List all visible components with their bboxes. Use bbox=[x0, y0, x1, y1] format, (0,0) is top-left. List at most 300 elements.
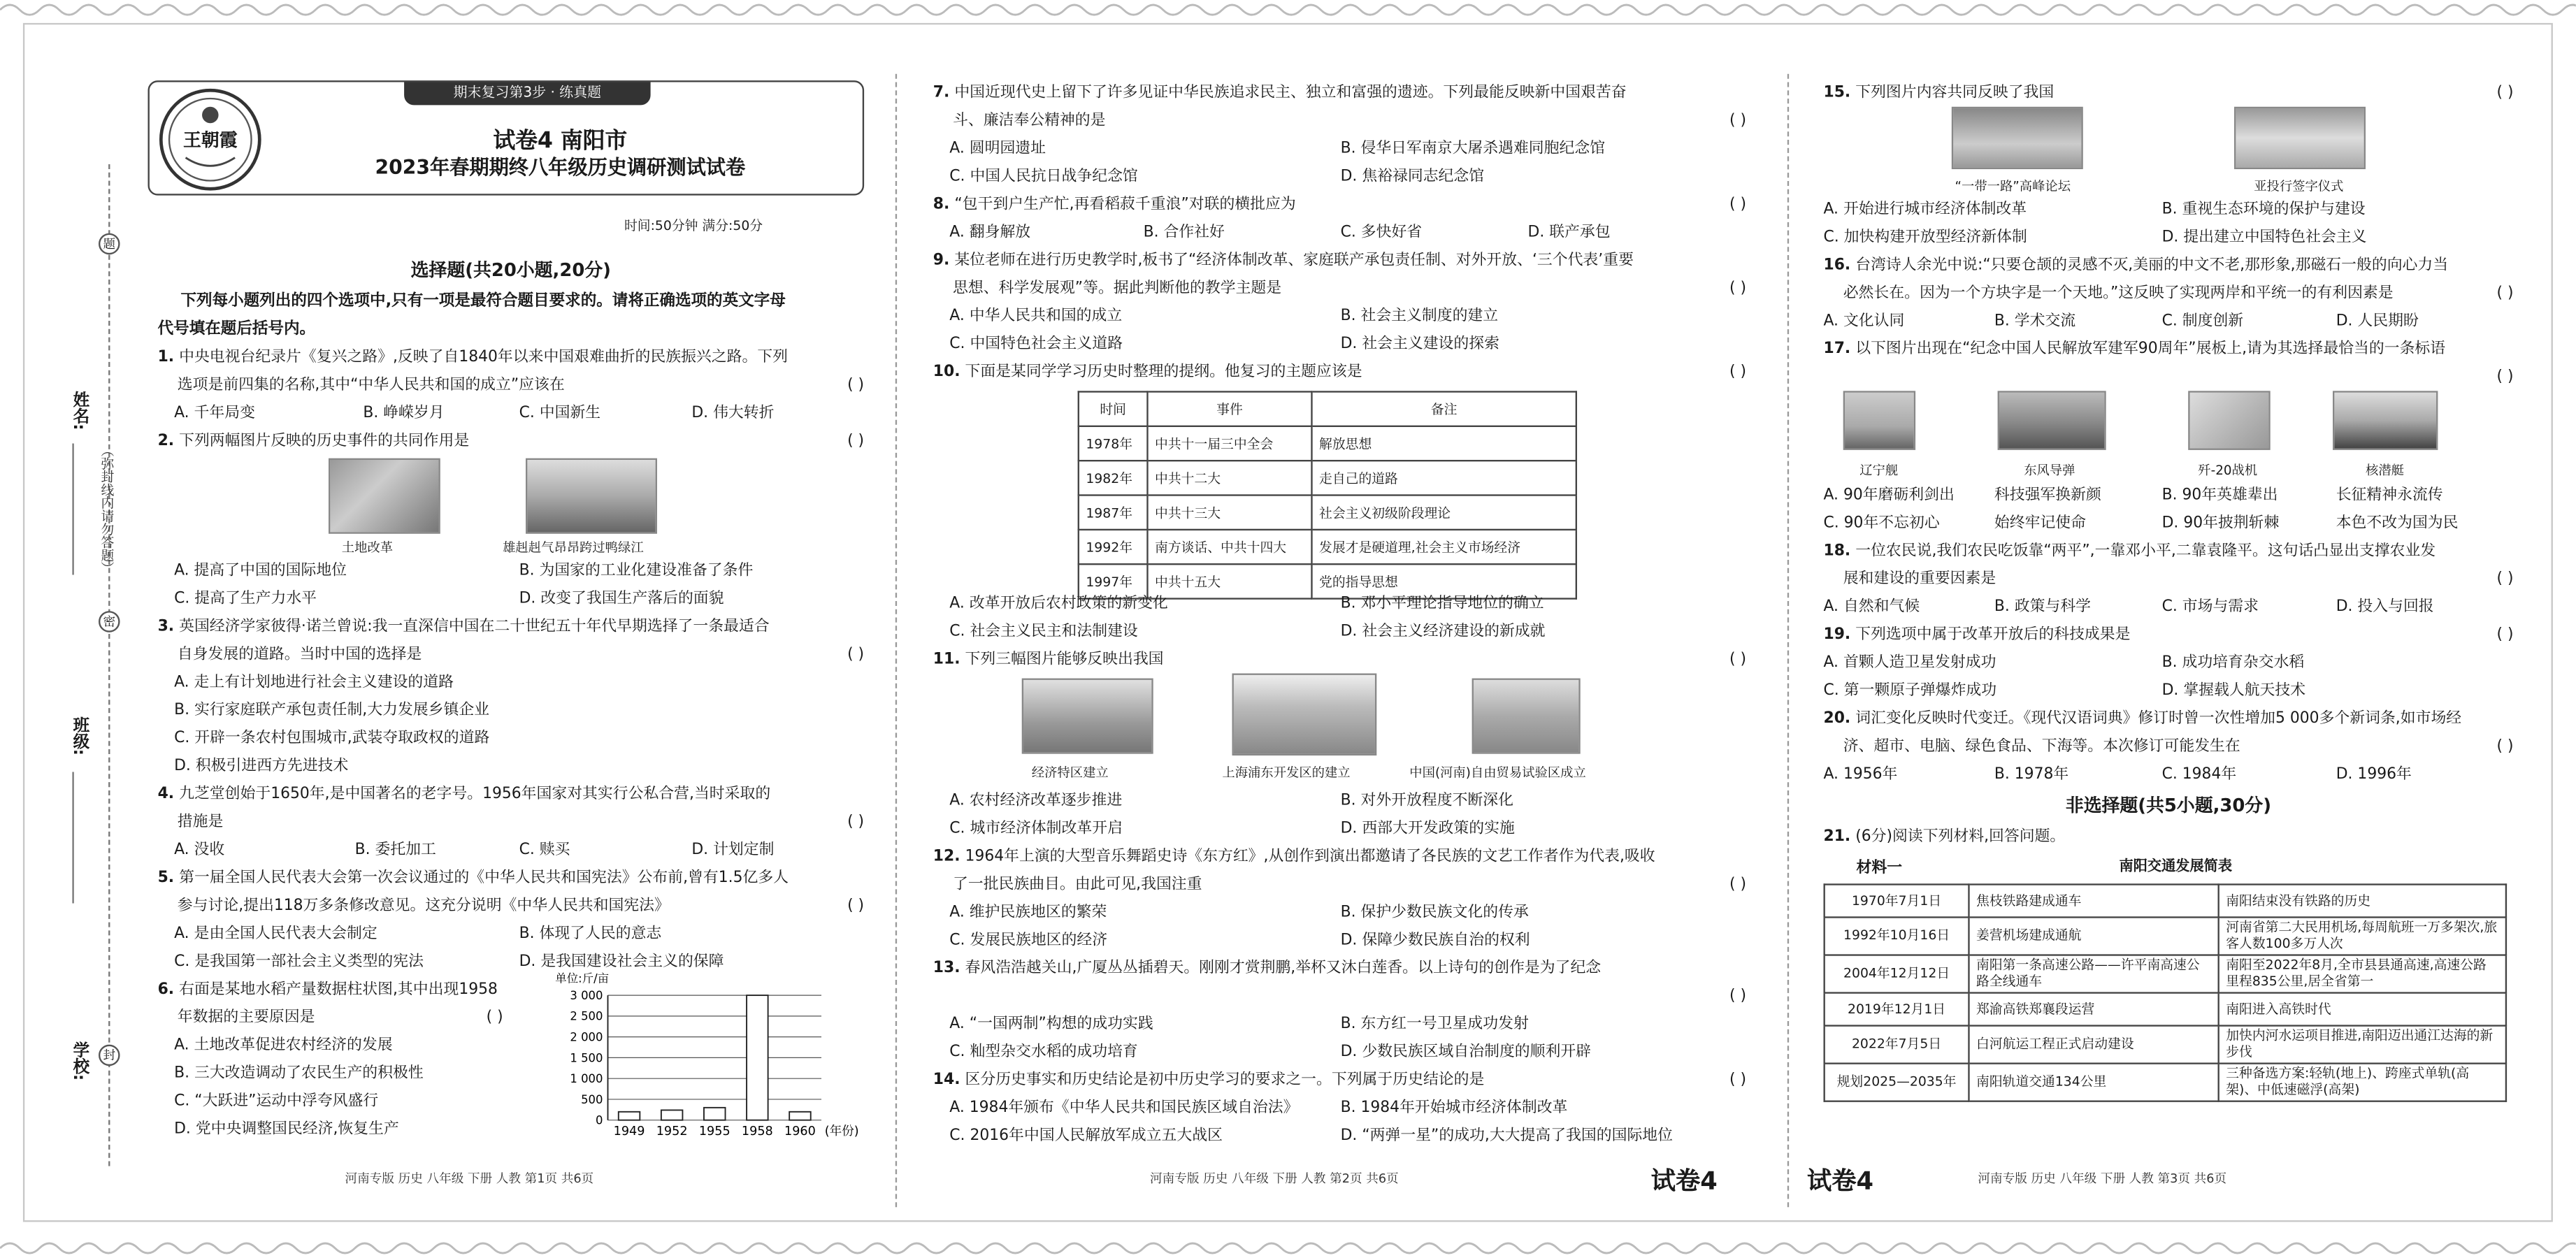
q5-number: 5. bbox=[157, 869, 175, 887]
q18-number: 18. bbox=[1823, 542, 1851, 561]
footer-page-3: 河南专版 历史 八年级 下册 人教 第3页 共6页 bbox=[1978, 1171, 2227, 1186]
q18-answer-blank[interactable]: ( ) bbox=[2496, 570, 2514, 588]
table-header-cell: 备注 bbox=[1311, 391, 1576, 426]
q21-table-title: 南阳交通发展简表 bbox=[2119, 859, 2233, 876]
table-row bbox=[1825, 1064, 2506, 1101]
question-4 bbox=[158, 780, 865, 864]
q10-option-d[interactable]: D. 社会主义经济建设的新成就 bbox=[1340, 622, 1546, 641]
q15-option-d[interactable]: D. 提出建立中国特色社会主义 bbox=[2161, 228, 2367, 247]
table-cell: 走自己的道路 bbox=[1311, 461, 1576, 495]
q11-caption-1: 经济特区建立 bbox=[1031, 765, 1109, 781]
q16-stem-2: 必然长在。因为一个方块字是一个天地。”这反映了实现两岸和平统一的有利因素是 bbox=[1843, 284, 2394, 303]
q3-stem-1: 英国经济学家彼得·诺兰曾说:我一直深信中国在二十世纪五十年代早期选择了一条最适合 bbox=[179, 617, 770, 636]
q6-option-b[interactable]: B. 三大改造调动了农民生产的积极性 bbox=[174, 1064, 424, 1083]
q12-number: 12. bbox=[933, 847, 960, 866]
chart-y-tick-label: 0 bbox=[595, 1113, 603, 1127]
q3-option-c[interactable]: C. 开辟一条农村包围城市,武装夺取政权的道路 bbox=[174, 729, 490, 748]
chart-bar bbox=[789, 1112, 811, 1120]
q7-option-b[interactable]: B. 侵华日军南京大屠杀遇难同胞纪念馆 bbox=[1340, 139, 1606, 158]
q10-outline-table bbox=[1078, 391, 1577, 599]
chart-bar bbox=[704, 1108, 726, 1120]
q16-option-b[interactable]: B. 学术交流 bbox=[1994, 312, 2076, 331]
q2-option-a[interactable]: A. 提高了中国的国际地位 bbox=[174, 561, 347, 580]
q12-option-d[interactable]: D. 保障少数民族自治的权利 bbox=[1340, 931, 1530, 950]
q9-option-d[interactable]: D. 社会主义建设的探索 bbox=[1340, 335, 1499, 354]
q13-option-b[interactable]: B. 东方红一号卫星成功发射 bbox=[1340, 1015, 1529, 1034]
q14-stem: 区分历史事实和历史结论是初中历史学习的要求之一。下列属于历史结论的是 bbox=[965, 1071, 1485, 1090]
q4-answer-blank[interactable]: ( ) bbox=[847, 813, 865, 832]
q15-caption-2: 亚投行签字仪式 bbox=[2254, 179, 2344, 194]
table-cell: 1978年 bbox=[1079, 426, 1148, 461]
q19-option-c[interactable]: C. 第一颗原子弹爆炸成功 bbox=[1823, 681, 1997, 700]
q5-stem-2: 参与讨论,提出118万多条修改意见。这充分说明《中华人民共和国宪法》 bbox=[177, 897, 670, 915]
q6-number: 6. bbox=[157, 980, 175, 999]
class-label: 班级: bbox=[69, 716, 87, 755]
table-cell: 1970年7月1日 bbox=[1825, 884, 1969, 917]
q8-option-d[interactable]: D. 联产承包 bbox=[1527, 223, 1611, 242]
q15-answer-blank[interactable]: ( ) bbox=[2496, 83, 2514, 102]
exam-header bbox=[147, 80, 864, 196]
korean-war-photo bbox=[526, 458, 657, 534]
table-cell: 解放思想 bbox=[1311, 426, 1576, 461]
seal-mark-2: 密 bbox=[99, 611, 120, 632]
table-row bbox=[1079, 496, 1576, 530]
time-score: 时间:50分钟 满分:50分 bbox=[624, 218, 763, 233]
name-label: 姓名: bbox=[69, 391, 87, 431]
q2-option-c[interactable]: C. 提高了生产力水平 bbox=[174, 589, 317, 608]
question-15 bbox=[1824, 79, 2514, 252]
q4-stem-2: 措施是 bbox=[177, 813, 224, 832]
table-cell: 中共十一届三中全会 bbox=[1147, 426, 1311, 461]
q9-answer-blank[interactable]: ( ) bbox=[1729, 279, 1747, 298]
chart-x-tick-label: 1960 bbox=[784, 1124, 816, 1138]
q16-option-d[interactable]: D. 人民期盼 bbox=[2336, 312, 2419, 331]
q4-option-c[interactable]: C. 赎买 bbox=[519, 841, 570, 860]
table-row bbox=[1079, 426, 1576, 461]
q17-caption-1: 辽宁舰 bbox=[1859, 463, 1899, 478]
q10-option-c[interactable]: C. 社会主义民主和法制建设 bbox=[949, 622, 1138, 641]
question-8 bbox=[933, 191, 1746, 247]
table-row bbox=[1825, 993, 2506, 1026]
q1-option-d[interactable]: D. 伟大转折 bbox=[691, 404, 775, 422]
aiib-signing-photo bbox=[2234, 107, 2366, 169]
q9-stem-1: 某位老师在进行历史教学时,板书了“经济体制改革、家庭联产承包责任制、对外开放、‘三个代表’重要 bbox=[954, 251, 1634, 270]
q8-option-b[interactable]: B. 合作社好 bbox=[1143, 223, 1225, 242]
chart-y-tick-label: 2 000 bbox=[570, 1030, 603, 1044]
q6-option-d[interactable]: D. 党中央调整国民经济,恢复生产 bbox=[174, 1120, 399, 1138]
rice-yield-bar-chart bbox=[552, 969, 865, 1150]
footer-page-2: 河南专版 历史 八年级 下册 人教 第2页 共6页 bbox=[1149, 1171, 1399, 1186]
chart-x-tick-label: 1952 bbox=[656, 1124, 688, 1138]
table-cell: 中共十五大 bbox=[1147, 564, 1311, 598]
q17-option-a-slogan: 科技强军换新颜 bbox=[1994, 486, 2101, 505]
chart-y-unit-label: 单位:斤/亩 bbox=[555, 971, 610, 985]
q13-answer-blank[interactable]: ( ) bbox=[1729, 987, 1747, 1006]
table-cell: 三种备选方案:轻轨(地上)、跨座式单轨(高架)、中低速磁浮(高架) bbox=[2219, 1064, 2506, 1101]
table-cell: 南方谈话、中共十四大 bbox=[1147, 530, 1311, 564]
q17-caption-4: 核潜艇 bbox=[2365, 463, 2404, 478]
q15-number: 15. bbox=[1823, 83, 1851, 102]
section1-instruction-1: 下列每小题列出的四个选项中,只有一项是最符合题目要求的。请将正确选项的英文字母 bbox=[180, 292, 786, 311]
q20-option-a[interactable]: A. 1956年 bbox=[1823, 765, 1898, 783]
q3-number: 3. bbox=[157, 617, 175, 636]
chart-y-tick-label: 1 000 bbox=[570, 1072, 603, 1086]
q14-option-a[interactable]: A. 1984年颁布《中华人民共和国民族区域自治法》 bbox=[949, 1099, 1299, 1117]
table-cell: 1987年 bbox=[1079, 496, 1148, 530]
table-cell: 2019年12月1日 bbox=[1825, 993, 1969, 1026]
question-7 bbox=[933, 79, 1746, 191]
table-cell: 姜营机场建成通航 bbox=[1969, 917, 2218, 955]
table-cell: 郑渝高铁郑襄段运营 bbox=[1969, 993, 2218, 1026]
q20-stem-1: 词汇变化反映时代变迁。《现代汉语词典》修订时曾一次性增加5 000多个新词条,如市场经 bbox=[1855, 709, 2462, 728]
q6-answer-blank[interactable]: ( ) bbox=[486, 1008, 503, 1027]
q18-stem-2: 展和建设的重要因素是 bbox=[1843, 570, 1996, 588]
section2-title: 非选择题(共5小题,30分) bbox=[2065, 795, 2272, 816]
q17-option-b-slogan: 长征精神永流传 bbox=[2336, 486, 2443, 505]
q9-number: 9. bbox=[933, 251, 950, 270]
q20-option-d[interactable]: D. 1996年 bbox=[2336, 765, 2412, 783]
special-economic-zone-photo bbox=[1022, 679, 1153, 754]
table-cell: 南阳第一条高速公路——许平南高速公路全线通车 bbox=[1969, 955, 2218, 993]
q3-option-a[interactable]: A. 走上有计划地进行社会主义建设的道路 bbox=[174, 673, 454, 692]
q8-number: 8. bbox=[933, 195, 950, 214]
question-6 bbox=[157, 971, 865, 1143]
table-cell: 1982年 bbox=[1079, 461, 1148, 495]
q2-stem: 下列两幅图片反映的历史事件的共同作用是 bbox=[179, 432, 470, 450]
table-cell: 中共十三大 bbox=[1147, 496, 1311, 530]
question-20 bbox=[1824, 704, 2514, 788]
q19-option-d[interactable]: D. 掌握载人航天技术 bbox=[2161, 681, 2306, 700]
chart-y-tick-label: 1 500 bbox=[570, 1051, 603, 1065]
q9-stem-2: 思想、科学发展观”等。据此判断他的教学主题是 bbox=[953, 279, 1282, 298]
table-cell: 社会主义初级阶段理论 bbox=[1311, 496, 1576, 530]
q11-option-c[interactable]: C. 城市经济体制改革开启 bbox=[949, 819, 1123, 838]
question-16 bbox=[1824, 252, 2514, 335]
q15-option-a[interactable]: A. 开始进行城市经济体制改革 bbox=[1823, 200, 2027, 219]
dongfeng-missile-photo bbox=[1998, 391, 2106, 450]
q2-option-b[interactable]: B. 为国家的工业化建设准备了条件 bbox=[519, 561, 754, 580]
q11-number: 11. bbox=[933, 650, 960, 669]
nanyang-transport-table bbox=[1824, 883, 2507, 1102]
table-cell: 加快内河水运项目推进,南阳迈出通江达海的新步伐 bbox=[2219, 1026, 2506, 1064]
q19-option-b[interactable]: B. 成功培育杂交水稻 bbox=[2161, 653, 2305, 672]
q14-answer-blank[interactable]: ( ) bbox=[1729, 1071, 1747, 1090]
table-cell: 河南省第二大民用机场,每周航班一万多架次,旅客人数100多万人次 bbox=[2219, 917, 2506, 955]
table-cell: 南阳进入高铁时代 bbox=[2219, 993, 2506, 1026]
question-18 bbox=[1824, 537, 2514, 621]
q20-option-c[interactable]: C. 1984年 bbox=[2161, 765, 2237, 783]
q12-answer-blank[interactable]: ( ) bbox=[1729, 875, 1747, 894]
top-wave-border bbox=[0, 0, 2576, 20]
exam-title: 试卷4 南阳市 bbox=[493, 128, 628, 154]
question-12 bbox=[933, 843, 1746, 955]
nuclear-submarine-photo bbox=[2333, 391, 2438, 450]
q16-stem-1: 台湾诗人余光中说:“只要仓颉的灵感不灭,美丽的中文不老,那形象,那磁石一般的向心力当 bbox=[1855, 256, 2449, 275]
q10-number: 10. bbox=[933, 363, 960, 382]
q8-option-c[interactable]: C. 多快好省 bbox=[1340, 223, 1423, 242]
q5-stem-1: 第一届全国人民代表大会第一次会议通过的《中华人民共和国宪法》公布前,曾有1.5亿多人 bbox=[179, 869, 789, 887]
q11-option-b[interactable]: B. 对外开放程度不断深化 bbox=[1340, 791, 1513, 810]
q21-material-label: 材料一 bbox=[1856, 859, 1903, 877]
q9-option-c[interactable]: C. 中国特色社会主义道路 bbox=[949, 335, 1123, 354]
q10-answer-blank[interactable]: ( ) bbox=[1729, 363, 1747, 382]
q5-answer-blank[interactable]: ( ) bbox=[847, 897, 865, 915]
q15-option-b[interactable]: B. 重视生态环境的保护与建设 bbox=[2161, 200, 2366, 219]
q13-option-d[interactable]: D. 少数民族区域自治制度的顺利开辟 bbox=[1340, 1043, 1592, 1062]
table-cell: 1997年 bbox=[1079, 564, 1148, 598]
q7-number: 7. bbox=[933, 83, 950, 102]
j20-fighter-photo bbox=[2188, 391, 2271, 450]
q6-stem-1: 右面是某地水稻产量数据柱状图,其中出现1958 bbox=[179, 980, 498, 999]
table-cell: 南阳至2022年8月,全市县县通高速,高速公路里程835公里,居全省第一 bbox=[2219, 955, 2506, 993]
q2-option-d[interactable]: D. 改变了我国生产落后的面貌 bbox=[519, 589, 724, 608]
q1-stem-2: 选项是前四集的名称,其中“中华人民共和国的成立”应该在 bbox=[177, 376, 565, 394]
q10-option-a[interactable]: A. 改革开放后农村政策的新变化 bbox=[949, 594, 1168, 613]
free-trade-zone-photo bbox=[1472, 679, 1581, 754]
table-cell: 发展才是硬道理,社会主义市场经济 bbox=[1311, 530, 1576, 564]
q9-option-b[interactable]: B. 社会主义制度的建立 bbox=[1340, 307, 1499, 326]
q7-answer-blank[interactable]: ( ) bbox=[1729, 111, 1747, 130]
q3-answer-blank[interactable]: ( ) bbox=[847, 645, 865, 664]
exam-subtitle: 2023年春期期终八年级历史调研测试试卷 bbox=[375, 156, 746, 180]
table-row bbox=[1079, 461, 1576, 495]
q11-caption-3: 中国(河南)自由贸易试验区成立 bbox=[1409, 765, 1586, 781]
q10-stem: 下面是某同学学习历史时整理的提纲。他复习的主题应该是 bbox=[965, 363, 1362, 382]
chart-bar bbox=[661, 1110, 683, 1120]
q8-option-a[interactable]: A. 翻身解放 bbox=[949, 223, 1031, 242]
table-cell: 规划2025—2035年 bbox=[1825, 1064, 1969, 1101]
question-2 bbox=[158, 427, 865, 613]
question-17 bbox=[1824, 335, 2514, 537]
question-5 bbox=[158, 864, 865, 976]
seal-mark-1: 题 bbox=[99, 233, 120, 255]
q20-answer-blank[interactable]: ( ) bbox=[2496, 737, 2514, 755]
q20-number: 20. bbox=[1823, 709, 1851, 728]
q17-option-d[interactable]: D. 90年披荆斩棘 bbox=[2161, 514, 2280, 533]
q19-stem: 下列选项中属于改革开放后的科技成果是 bbox=[1855, 626, 2131, 644]
table-cell: 南阳轨道交通134公里 bbox=[1969, 1064, 2218, 1101]
table-cell: 1992年 bbox=[1079, 530, 1148, 564]
q13-option-a[interactable]: A. “一国两制”构想的成功实践 bbox=[949, 1015, 1153, 1034]
q16-answer-blank[interactable]: ( ) bbox=[2496, 284, 2514, 303]
question-1 bbox=[158, 343, 865, 427]
table-cell: 2022年7月5日 bbox=[1825, 1026, 1969, 1064]
q18-option-b[interactable]: B. 政策与科学 bbox=[1994, 598, 2092, 616]
q7-option-d[interactable]: D. 焦裕禄同志纪念馆 bbox=[1340, 167, 1485, 186]
q18-stem-1: 一位农民说,我们农民吃饭靠“两平”,一靠邓小平,二靠袁隆平。这句话凸显出支撑农业发 bbox=[1855, 542, 2436, 561]
chart-x-tick-label: 1958 bbox=[741, 1124, 773, 1138]
q20-option-b[interactable]: B. 1978年 bbox=[1994, 765, 2069, 783]
table-row bbox=[1825, 955, 2506, 993]
q7-option-c[interactable]: C. 中国人民抗日战争纪念馆 bbox=[949, 167, 1138, 186]
chart-x-tick-label: 1955 bbox=[698, 1124, 731, 1138]
table-header-row bbox=[1079, 391, 1576, 426]
table-cell: 白河航运工程正式启动建设 bbox=[1969, 1026, 2218, 1064]
q8-stem: “包干到户生产忙,再看稻菽千重浪”对联的横批应为 bbox=[954, 195, 1296, 214]
q7-stem-1: 中国近现代史上留下了许多见证中华民族追求民主、独立和富强的遗迹。下列最能反映新中国艰苦奋 bbox=[954, 83, 1627, 102]
q10-option-b[interactable]: B. 邓小平理论指导地位的确立 bbox=[1340, 594, 1544, 613]
q16-option-c[interactable]: C. 制度创新 bbox=[2161, 312, 2244, 331]
land-reform-photo bbox=[329, 458, 440, 534]
table-header-cell: 事件 bbox=[1147, 391, 1311, 426]
column-divider-1 bbox=[895, 74, 897, 1207]
q17-answer-blank[interactable]: ( ) bbox=[2496, 368, 2514, 386]
table-cell: 2004年12月12日 bbox=[1825, 955, 1969, 993]
q14-option-b[interactable]: B. 1984年开始城市经济体制改革 bbox=[1340, 1099, 1568, 1117]
question-19 bbox=[1824, 621, 2514, 704]
q11-option-d[interactable]: D. 西部大开发政策的实施 bbox=[1340, 819, 1515, 838]
q3-option-b[interactable]: B. 实行家庭联产承包责任制,大力发展乡镇企业 bbox=[174, 701, 490, 720]
q12-stem-1: 1964年上演的大型音乐舞蹈史诗《东方红》,从创作到演出都邀请了各民族的文艺工作者作为代表,吸收 bbox=[965, 847, 1655, 866]
q8-answer-blank[interactable]: ( ) bbox=[1729, 195, 1747, 214]
liaoning-carrier-photo bbox=[1843, 391, 1915, 450]
q13-stem: 春风浩浩越关山,广厦丛丛插碧天。刚刚才赏荆鹏,举杯又沐白莲香。以上诗句的创作是为了纪念 bbox=[965, 959, 1602, 978]
q17-stem: 以下图片出现在“纪念中国人民解放军建军90周年”展板上,请为其选择最恰当的一条标语 bbox=[1855, 340, 2446, 359]
q6-option-a[interactable]: A. 土地改革促进农村经济的发展 bbox=[174, 1036, 393, 1055]
publisher-logo bbox=[159, 89, 261, 191]
belt-road-forum-photo bbox=[1952, 107, 2083, 169]
table-cell: 中共十二大 bbox=[1147, 461, 1311, 495]
q21-stem: (6分)阅读下列材料,回答问题。 bbox=[1855, 827, 2066, 846]
q3-option-d[interactable]: D. 积极引进西方先进技术 bbox=[174, 757, 349, 776]
question-11 bbox=[933, 646, 1746, 843]
q12-option-a[interactable]: A. 维护民族地区的繁荣 bbox=[949, 903, 1107, 922]
q19-number: 19. bbox=[1823, 626, 1851, 644]
q18-option-c[interactable]: C. 市场与需求 bbox=[2161, 598, 2259, 616]
q15-stem: 下列图片内容共同反映了我国 bbox=[1855, 83, 2055, 102]
table-cell: 焦枝铁路建成通车 bbox=[1969, 884, 2218, 917]
chart-x-tick-label: 1949 bbox=[613, 1124, 645, 1138]
bottom-wave-border bbox=[0, 1238, 2576, 1258]
table-row bbox=[1079, 530, 1576, 564]
question-10 bbox=[933, 358, 1746, 645]
school-label: 学校: bbox=[69, 1041, 87, 1081]
q1-option-c[interactable]: C. 中国新生 bbox=[519, 404, 601, 422]
pudong-skyline-photo bbox=[1232, 673, 1376, 755]
footer-page-1: 河南专版 历史 八年级 下册 人教 第1页 共6页 bbox=[345, 1171, 594, 1186]
q11-answer-blank[interactable]: ( ) bbox=[1729, 650, 1747, 669]
q2-caption-1: 土地改革 bbox=[341, 540, 394, 556]
q17-option-c[interactable]: C. 90年不忘初心 bbox=[1823, 514, 1940, 533]
q4-option-b[interactable]: B. 委托加工 bbox=[354, 841, 436, 860]
q1-option-b[interactable]: B. 峥嵘岁月 bbox=[363, 404, 445, 422]
q12-option-c[interactable]: C. 发展民族地区的经济 bbox=[949, 931, 1108, 950]
question-3 bbox=[158, 613, 865, 781]
chart-y-tick-label: 500 bbox=[581, 1092, 603, 1106]
q14-option-c[interactable]: C. 2016年中国人民解放军成立五大战区 bbox=[949, 1127, 1223, 1145]
q17-caption-2: 东风导弹 bbox=[2024, 463, 2075, 478]
table-cell: 1992年10月16日 bbox=[1825, 917, 1969, 955]
q5-option-a[interactable]: A. 是由全国人民代表大会制定 bbox=[174, 925, 377, 943]
chart-y-tick-label: 3 000 bbox=[570, 988, 603, 1002]
q21-number: 21. bbox=[1823, 827, 1851, 846]
q9-option-a[interactable]: A. 中华人民共和国的成立 bbox=[949, 307, 1123, 326]
seal-mark-3: 封 bbox=[99, 1045, 120, 1067]
q16-number: 16. bbox=[1823, 256, 1851, 275]
q2-answer-blank[interactable]: ( ) bbox=[847, 432, 865, 450]
q12-stem-2: 了一批民族曲目。由此可见,我国注重 bbox=[953, 875, 1202, 894]
q13-option-c[interactable]: C. 籼型杂交水稻的成功培育 bbox=[949, 1043, 1138, 1062]
q11-stem: 下列三幅图片能够反映出我国 bbox=[965, 650, 1164, 669]
q12-option-b[interactable]: B. 保护少数民族文化的传承 bbox=[1340, 903, 1529, 922]
chart-bar bbox=[747, 995, 768, 1120]
q13-number: 13. bbox=[933, 959, 960, 978]
column-2 bbox=[933, 79, 1746, 1150]
no-answer-note: （弥封线内请勿答题） bbox=[100, 443, 115, 575]
q17-option-a[interactable]: A. 90年磨砺利剑出 bbox=[1823, 486, 1955, 505]
q17-number: 17. bbox=[1823, 340, 1851, 359]
table-cell: 党的指导思想 bbox=[1311, 564, 1576, 598]
q18-option-a[interactable]: A. 自然和气候 bbox=[1823, 598, 1920, 616]
q14-number: 14. bbox=[933, 1071, 960, 1090]
exam-tag-right: 试卷4 bbox=[1650, 1166, 1718, 1196]
chart-y-tick-label: 2 500 bbox=[570, 1009, 603, 1023]
table-cell: 南阳结束没有铁路的历史 bbox=[2219, 884, 2506, 917]
question-9 bbox=[933, 247, 1746, 359]
q1-stem-1: 中央电视台纪录片《复兴之路》,反映了自1840年以来中国艰难曲折的民族振兴之路。下列 bbox=[179, 348, 789, 367]
q4-option-a[interactable]: A. 没收 bbox=[174, 841, 225, 860]
q11-caption-2: 上海浦东开发区的建立 bbox=[1222, 765, 1351, 781]
q15-caption-1: “一带一路”高峰论坛 bbox=[1955, 179, 2071, 194]
binding-line bbox=[108, 164, 110, 1166]
q17-option-d-slogan: 本色不改为国为民 bbox=[2336, 514, 2459, 533]
q5-option-c[interactable]: C. 是我国第一部社会主义类型的宪法 bbox=[174, 953, 424, 971]
q1-number: 1. bbox=[157, 348, 175, 367]
q17-option-b[interactable]: B. 90年英雄辈出 bbox=[2161, 486, 2278, 505]
table-row bbox=[1825, 884, 2506, 917]
table-row bbox=[1825, 1026, 2506, 1064]
q5-option-b[interactable]: B. 体现了人民的意志 bbox=[519, 925, 662, 943]
q14-option-d[interactable]: D. “两弹一星”的成功,大大提高了我国的国际地位 bbox=[1340, 1127, 1674, 1145]
q7-option-a[interactable]: A. 圆明园遗址 bbox=[949, 139, 1046, 158]
q6-stem-2: 年数据的主要原因是 bbox=[177, 1008, 315, 1027]
table-header-cell: 时间 bbox=[1079, 391, 1148, 426]
question-13 bbox=[933, 954, 1746, 1066]
q7-stem-2: 斗、廉洁奉公精神的是 bbox=[953, 111, 1106, 130]
logo-text: 王朝霞 bbox=[183, 129, 238, 152]
chart-bar bbox=[619, 1112, 640, 1120]
q16-option-a[interactable]: A. 文化认同 bbox=[1823, 312, 1905, 331]
q11-option-a[interactable]: A. 农村经济改革逐步推进 bbox=[949, 791, 1123, 810]
q4-option-d[interactable]: D. 计划定制 bbox=[691, 841, 775, 860]
q3-stem-2: 自身发展的道路。当时中国的选择是 bbox=[177, 645, 422, 664]
q19-option-a[interactable]: A. 首颗人造卫星发射成功 bbox=[1823, 653, 1996, 672]
q1-answer-blank[interactable]: ( ) bbox=[847, 376, 865, 394]
q5-option-d[interactable]: D. 是我国建设社会主义的保障 bbox=[519, 953, 724, 971]
q17-caption-3: 歼-20战机 bbox=[2198, 463, 2258, 478]
q15-option-c[interactable]: C. 加快构建开放型经济新体制 bbox=[1823, 228, 2027, 247]
q2-number: 2. bbox=[157, 432, 175, 450]
q2-caption-2: 雄赳赳气昂昂跨过鸭绿江 bbox=[503, 540, 644, 556]
q20-stem-2: 济、超市、电脑、绿色食品、下海等。本次修订可能发生在 bbox=[1843, 737, 2240, 755]
q4-stem-1: 九芝堂创始于1650年,是中国著名的老字号。1956年国家对其实行公私合营,当时采取的 bbox=[179, 785, 771, 804]
column-divider-2 bbox=[1787, 74, 1789, 1207]
q19-answer-blank[interactable]: ( ) bbox=[2496, 626, 2514, 644]
table-row bbox=[1825, 917, 2506, 955]
q6-option-c[interactable]: C. “大跃进”运动中浮夸风盛行 bbox=[174, 1092, 379, 1111]
section1-instruction-2: 代号填在题后括号内。 bbox=[157, 320, 316, 339]
q18-option-d[interactable]: D. 投入与回报 bbox=[2336, 598, 2434, 616]
q4-number: 4. bbox=[157, 785, 175, 804]
q1-option-a[interactable]: A. 千年局变 bbox=[174, 404, 255, 422]
name-line bbox=[72, 444, 73, 575]
chart-x-unit-label: (年份) bbox=[824, 1124, 859, 1138]
section1-title: 选择题(共20小题,20分) bbox=[410, 259, 612, 281]
question-14 bbox=[933, 1066, 1746, 1150]
column-1 bbox=[158, 253, 865, 1143]
class-line bbox=[72, 772, 73, 904]
q17-option-c-slogan: 始终牢记使命 bbox=[1994, 514, 2087, 533]
